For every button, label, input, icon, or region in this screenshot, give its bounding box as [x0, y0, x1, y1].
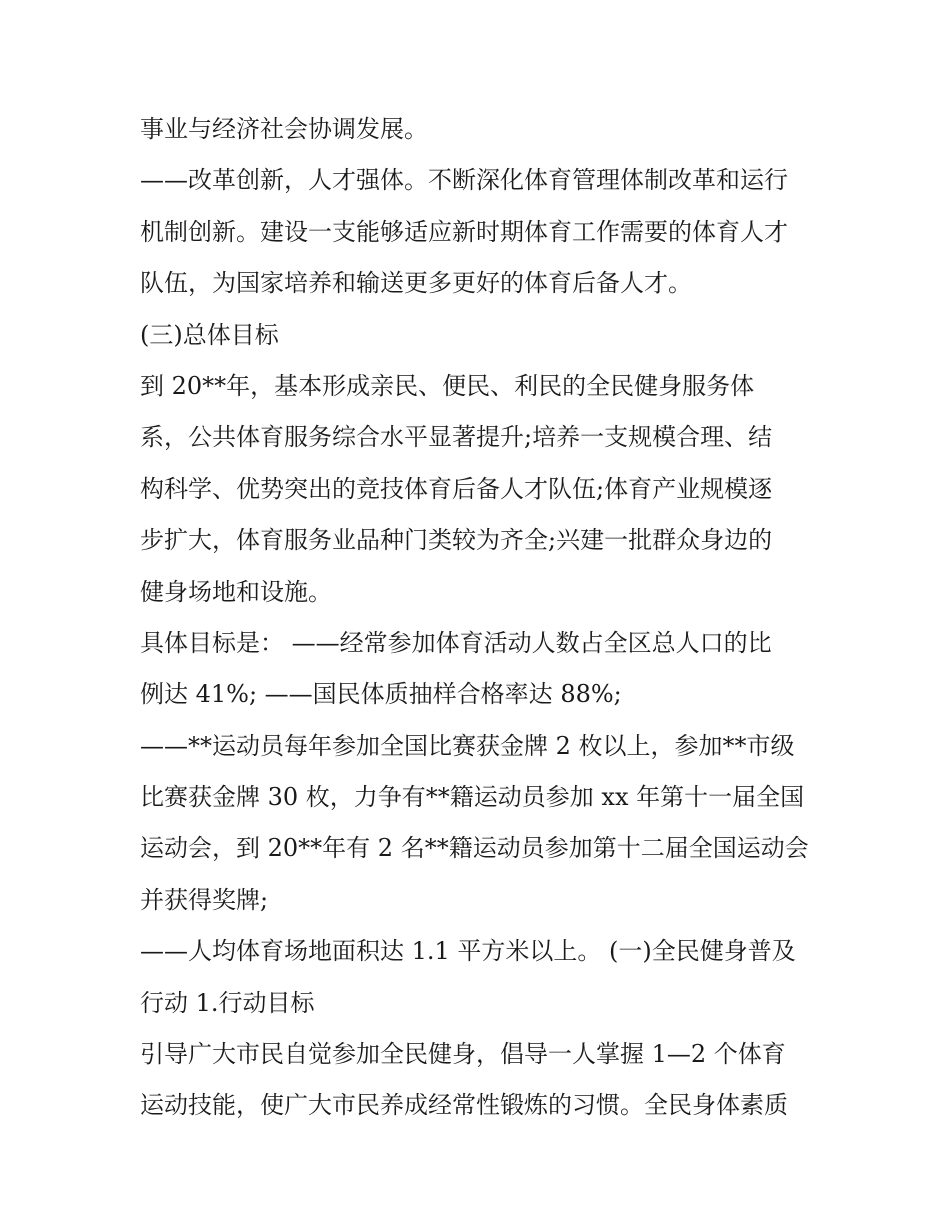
text-line: 具体目标是： ——经常参加体育活动人数占全区总人口的比: [140, 628, 772, 657]
text-line: 事业与经济社会协调发展。: [140, 115, 428, 143]
text-line: 构科学、优势突出的竞技体育后备人才队伍;体育产业规模逐: [140, 474, 773, 503]
text-line: 步扩大，体育服务业品种门类较为齐全;兴建一批群众身边的: [140, 526, 773, 555]
text-line: 行动 1.行动目标: [140, 988, 315, 1017]
text-line: 运动会，到 20**年有 2 名**籍运动员参加第十二届全国运动会: [140, 834, 809, 863]
text-line: 队伍，为国家培养和输送更多更好的体育后备人才。: [140, 269, 692, 298]
document-body: [140, 104, 820, 1132]
text-line: ——人均体育场地面积达 1.1 平方米以上。 (一)全民健身普及: [140, 937, 796, 966]
section-heading: (三)总体目标: [140, 320, 279, 349]
text-line: 系，公共体育服务综合水平显著提升;培养一支规模合理、结: [140, 423, 773, 452]
text-line: 引导广大市民自觉参加全民健身，倡导一人掌握 1—2 个体育: [140, 1040, 786, 1069]
text-line: 健身场地和设施。: [140, 577, 332, 606]
text-line: 运动技能，使广大市民养成经常性锻炼的习惯。全民身体素质: [140, 1091, 788, 1120]
text-line: 并获得奖牌;: [140, 885, 269, 914]
text-line: 机制创新。建设一支能够适应新时期体育工作需要的体育人才: [140, 217, 788, 246]
text-line: 例达 41%; ——国民体质抽样合格率达 88%;: [140, 680, 622, 709]
text-line: ——改革创新，人才强体。不断深化体育管理体制改革和运行: [140, 166, 788, 195]
text-line: 比赛获金牌 30 枚，力争有**籍运动员参加 xx 年第十一届全国: [140, 783, 805, 812]
text-line: ——**运动员每年参加全国比赛获金牌 2 枚以上，参加**市级: [140, 731, 795, 760]
text-line: 到 20**年，基本形成亲民、便民、利民的全民健身服务体: [140, 371, 755, 400]
